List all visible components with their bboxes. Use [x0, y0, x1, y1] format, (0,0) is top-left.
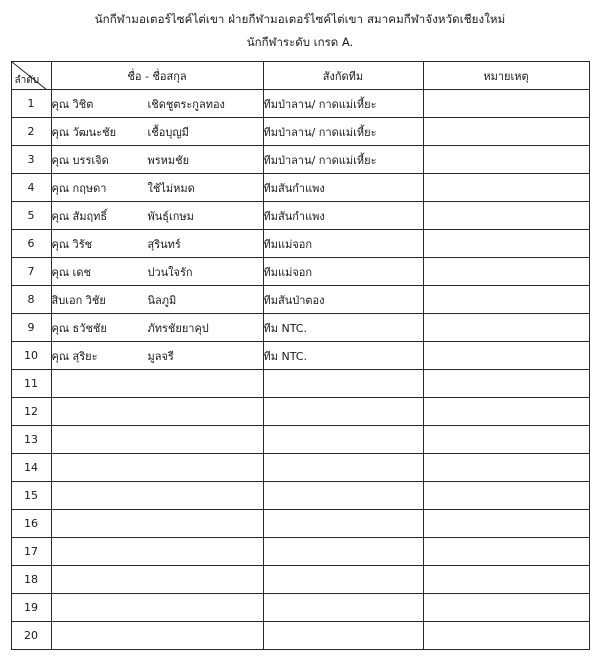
row-number: 9 — [11, 314, 51, 342]
row-team — [263, 510, 423, 538]
row-number: 11 — [11, 370, 51, 398]
table-row — [11, 146, 589, 174]
row-team — [263, 454, 423, 482]
row-team: ทีมป่าลาน/ กาดแม่เหี้ยะ — [263, 118, 423, 146]
name-wrapper — [52, 291, 263, 309]
table-row — [11, 90, 589, 118]
row-last-name: ปวนใจรัก — [147, 265, 193, 279]
name-wrapper — [52, 95, 263, 113]
row-name-cell — [51, 538, 263, 566]
table-body — [11, 90, 589, 650]
name-wrapper — [52, 319, 263, 337]
table-row — [11, 398, 589, 426]
row-number: 15 — [11, 482, 51, 510]
table-header-row — [11, 62, 589, 90]
row-note — [423, 258, 589, 286]
row-name-cell — [51, 258, 263, 286]
row-number: 19 — [11, 594, 51, 622]
row-name-cell — [51, 174, 263, 202]
row-number: 2 — [11, 118, 51, 146]
row-team: ทีมป่าลาน/ กาดแม่เหี้ยะ — [263, 146, 423, 174]
name-wrapper — [52, 151, 263, 169]
row-first-name: คุณ วิชิต — [51, 97, 94, 111]
row-note — [423, 118, 589, 146]
row-team: ทีมป่าลาน/ กาดแม่เหี้ยะ — [263, 90, 423, 118]
row-team — [263, 426, 423, 454]
row-last-name: พรหมชัย — [147, 153, 190, 167]
row-number: 10 — [11, 342, 51, 370]
row-last-name: พันธุ์เกษม — [147, 209, 194, 223]
row-team — [263, 398, 423, 426]
table-row — [11, 370, 589, 398]
row-first-name: คุณ วิรัช — [51, 237, 93, 251]
row-name-cell — [51, 286, 263, 314]
column-header-name: ชื่อ - ชื่อสกุล — [51, 62, 263, 90]
row-last-name: เชิดชูตระกูลทอง — [147, 97, 225, 111]
row-name-cell — [51, 230, 263, 258]
row-note — [423, 174, 589, 202]
row-name-cell — [51, 622, 263, 650]
row-note — [423, 426, 589, 454]
row-first-name: คุณ ธวัชชัย — [51, 321, 107, 335]
name-wrapper — [52, 263, 263, 281]
row-note — [423, 566, 589, 594]
row-number: 18 — [11, 566, 51, 594]
row-team — [263, 594, 423, 622]
row-name-cell — [51, 342, 263, 370]
table-row — [11, 594, 589, 622]
row-name-cell — [51, 202, 263, 230]
table-row — [11, 258, 589, 286]
row-first-name: คุณ เดช — [51, 265, 91, 279]
page-title: นักกีฬามอเตอร์ไซค์ไต่เขา ฝ่ายกีฬามอเตอร์ไซค์ไต่เขา สมาคมกีฬาจังหวัดเชียงใหม่ — [94, 12, 506, 26]
row-name-cell — [51, 398, 263, 426]
row-team — [263, 482, 423, 510]
name-wrapper — [52, 123, 263, 141]
row-team: ทีมสันป่าตอง — [263, 286, 423, 314]
column-header-no — [11, 62, 51, 90]
row-name-cell — [51, 314, 263, 342]
row-number: 12 — [11, 398, 51, 426]
row-name-cell — [51, 118, 263, 146]
column-header-team: สังกัดทีม — [263, 62, 423, 90]
row-team: ทีมแม่จอก — [263, 230, 423, 258]
row-name-cell — [51, 510, 263, 538]
row-first-name: คุณ สัมฤทธิ์ — [51, 209, 108, 223]
athlete-roster-table — [11, 61, 590, 650]
row-last-name: ใช้ไม่หมด — [147, 181, 195, 195]
table-row — [11, 426, 589, 454]
table-row — [11, 510, 589, 538]
row-team: ทีมสันกำแพง — [263, 202, 423, 230]
row-name-cell — [51, 426, 263, 454]
row-number: 4 — [11, 174, 51, 202]
row-first-name: สิบเอก วิชัย — [51, 293, 106, 307]
row-number: 1 — [11, 90, 51, 118]
table-row — [11, 482, 589, 510]
row-last-name: ภัทรชัยยาคุป — [147, 321, 209, 335]
row-name-cell — [51, 90, 263, 118]
row-note — [423, 314, 589, 342]
row-note — [423, 90, 589, 118]
row-first-name: คุณ สุริยะ — [51, 349, 98, 363]
row-note — [423, 398, 589, 426]
table-row — [11, 566, 589, 594]
row-note — [423, 454, 589, 482]
row-team — [263, 370, 423, 398]
row-name-cell — [51, 482, 263, 510]
row-number: 8 — [11, 286, 51, 314]
row-last-name: มูลจรี — [147, 349, 174, 363]
table-row — [11, 342, 589, 370]
row-team: ทีม NTC. — [263, 342, 423, 370]
table-row — [11, 118, 589, 146]
document-title-block — [0, 0, 600, 51]
row-number: 13 — [11, 426, 51, 454]
column-header-note: หมายเหตุ — [423, 62, 589, 90]
table-row — [11, 286, 589, 314]
name-wrapper — [52, 235, 263, 253]
row-number: 17 — [11, 538, 51, 566]
row-note — [423, 230, 589, 258]
row-note — [423, 538, 589, 566]
row-note — [423, 286, 589, 314]
row-name-cell — [51, 370, 263, 398]
table-row — [11, 230, 589, 258]
row-number: 5 — [11, 202, 51, 230]
row-last-name: นิลภูมิ — [147, 293, 177, 307]
row-name-cell — [51, 454, 263, 482]
row-team — [263, 622, 423, 650]
row-team — [263, 566, 423, 594]
row-note — [423, 482, 589, 510]
row-name-cell — [51, 566, 263, 594]
row-team — [263, 538, 423, 566]
row-number: 6 — [11, 230, 51, 258]
table-header — [11, 62, 589, 90]
table-row — [11, 174, 589, 202]
page-subtitle: นักกีฬาระดับ เกรด A. — [246, 35, 354, 49]
row-first-name: คุณ วัฒนะชัย — [51, 125, 117, 139]
row-note — [423, 202, 589, 230]
row-last-name: สุรินทร์ — [147, 237, 181, 251]
row-note — [423, 342, 589, 370]
table-row — [11, 538, 589, 566]
table-row — [11, 202, 589, 230]
row-note — [423, 622, 589, 650]
column-header-no-label: ลำดับ — [14, 75, 40, 86]
row-number: 20 — [11, 622, 51, 650]
row-team: ทีม NTC. — [263, 314, 423, 342]
row-first-name: คุณ บรรเจิด — [51, 153, 109, 167]
table-row — [11, 454, 589, 482]
row-note — [423, 510, 589, 538]
row-note — [423, 146, 589, 174]
row-number: 16 — [11, 510, 51, 538]
row-team: ทีมสันกำแพง — [263, 174, 423, 202]
row-last-name: เชื้อบุญมี — [147, 125, 189, 139]
row-note — [423, 370, 589, 398]
table-row — [11, 622, 589, 650]
row-number: 7 — [11, 258, 51, 286]
name-wrapper — [52, 347, 263, 365]
row-team: ทีมแม่จอก — [263, 258, 423, 286]
row-number: 14 — [11, 454, 51, 482]
table-row — [11, 314, 589, 342]
name-wrapper — [52, 179, 263, 197]
row-name-cell — [51, 594, 263, 622]
row-number: 3 — [11, 146, 51, 174]
name-wrapper — [52, 207, 263, 225]
row-note — [423, 594, 589, 622]
row-first-name: คุณ กฤษดา — [51, 181, 107, 195]
row-name-cell — [51, 146, 263, 174]
